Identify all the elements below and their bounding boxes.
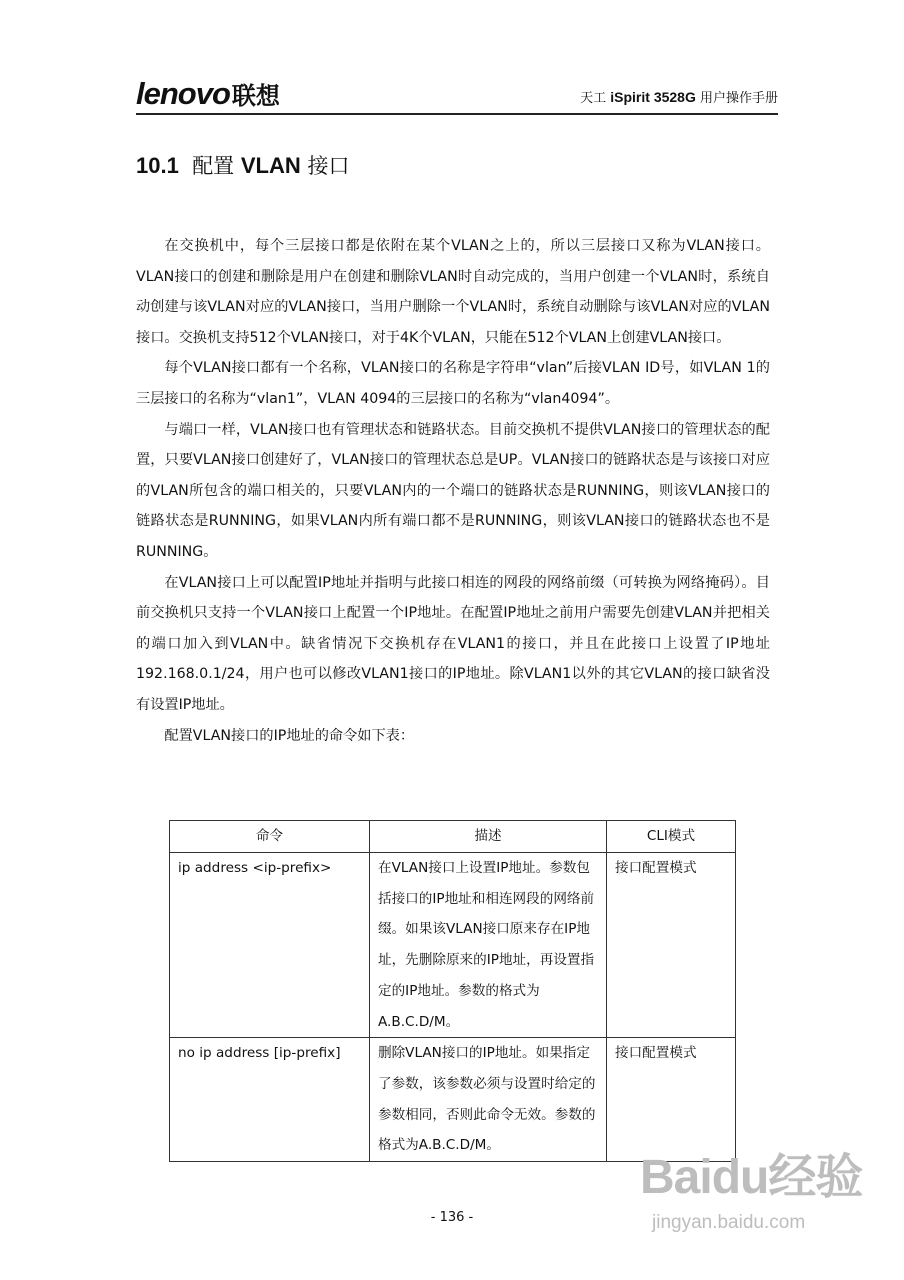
page-number: - 136 - (430, 1210, 474, 1225)
mode-cell: 接口配置模式 (607, 853, 736, 1038)
command-cell: ip address <ip-prefix> (170, 853, 370, 1038)
column-header-cli-mode: CLI模式 (607, 821, 736, 853)
section-title-cn1: 配置 (192, 154, 235, 178)
description-cell: 在VLAN接口上设置IP地址。参数包括接口的IP地址和相连网段的网络前缀。如果该VLAN接口原来存在IP地址，先删除原来的IP地址，再设置指定的IP地址。参数的格式为A.B.C.D/M。 (370, 853, 607, 1038)
watermark-url: jingyan.baidu.com (652, 1212, 806, 1233)
table-row (170, 1038, 736, 1162)
baidu-watermark (640, 1150, 890, 1260)
column-header-command: 命令 (170, 821, 370, 853)
manual-title-suffix: 用户操作手册 (695, 91, 778, 106)
paragraph: 配置VLAN接口的IP地址的命令如下表： (164, 727, 415, 744)
mode-cell: 接口配置模式 (607, 1038, 736, 1162)
column-header-description: 描述 (370, 821, 607, 853)
section-title-cn2: 接口 (307, 154, 350, 178)
manual-title-prefix: 天工 (580, 91, 611, 106)
paragraph: 与端口一样，VLAN接口也有管理状态和链路状态。目前交换机不提供VLAN接口的管理状态的配置，只要VLAN接口创建好了，VLAN接口的管理状态总是UP。VLAN接口的链路状态是与该接口对应的VLAN所包含的端口相关的，只要VLAN内的一个端口的链路状态是RUNNING，则该VLAN接口的链路状态是RUNNING，如果VLAN内所有端口都不是RUNNING，则该VLAN接口的链路状态也不是RUNNING。 (136, 421, 770, 560)
manual-title (580, 89, 778, 107)
body-text (136, 231, 770, 751)
section-title-latin: VLAN (240, 153, 301, 178)
command-table (169, 820, 736, 1162)
page-header (136, 76, 778, 116)
watermark-brand: Baidu经验 (640, 1151, 863, 1204)
paragraph: 在VLAN接口上可以配置IP地址并指明与此接口相连的网段的网络前缀（可转换为网络掩码）。目前交换机只支持一个VLAN接口上配置一个IP地址。在配置IP地址之前用户需要先创建VLAN并把相关的端口加入到VLAN中。缺省情况下交换机存在VLAN1的接口，并且在此接口上设置了IP地址192.168.0.1/24，用户也可以修改VLAN1接口的IP地址。除VLAN1以外的其它VLAN的接口缺省没有设置IP地址。 (136, 574, 770, 713)
table-row (170, 853, 736, 1038)
table-header-row (170, 821, 736, 853)
section-number: 10.1 (136, 153, 179, 178)
section-heading (136, 152, 349, 180)
command-cell: no ip address [ip-prefix] (170, 1038, 370, 1162)
description-cell: 删除VLAN接口的IP地址。如果指定了参数，该参数必须与设置时给定的参数相同，否则此命令无效。参数的格式为A.B.C.D/M。 (370, 1038, 607, 1162)
logo-latin: lenovo (136, 76, 230, 111)
paragraph: 每个VLAN接口都有一个名称，VLAN接口的名称是字符串“vlan”后接VLAN ID号，如VLAN 1的三层接口的名称为“vlan1”，VLAN 4094的三层接口的名称为“vlan4094”。 (136, 360, 770, 407)
header-divider (136, 113, 778, 115)
logo-cn: 联想 (231, 83, 280, 110)
lenovo-logo (136, 76, 280, 115)
paragraph: 在交换机中，每个三层接口都是依附在某个VLAN之上的，所以三层接口又称为VLAN接口。VLAN接口的创建和删除是用户在创建和删除VLAN时自动完成的，当用户创建一个VLAN时，系统自动创建与该VLAN对应的VLAN接口，当用户删除一个VLAN时，系统自动删除与该VLAN对应的VLAN接口。交换机支持512个VLAN接口，对于4K个VLAN，只能在512个VLAN上创建VLAN接口。 (136, 238, 770, 346)
manual-title-product: iSpirit 3528G (610, 89, 696, 105)
